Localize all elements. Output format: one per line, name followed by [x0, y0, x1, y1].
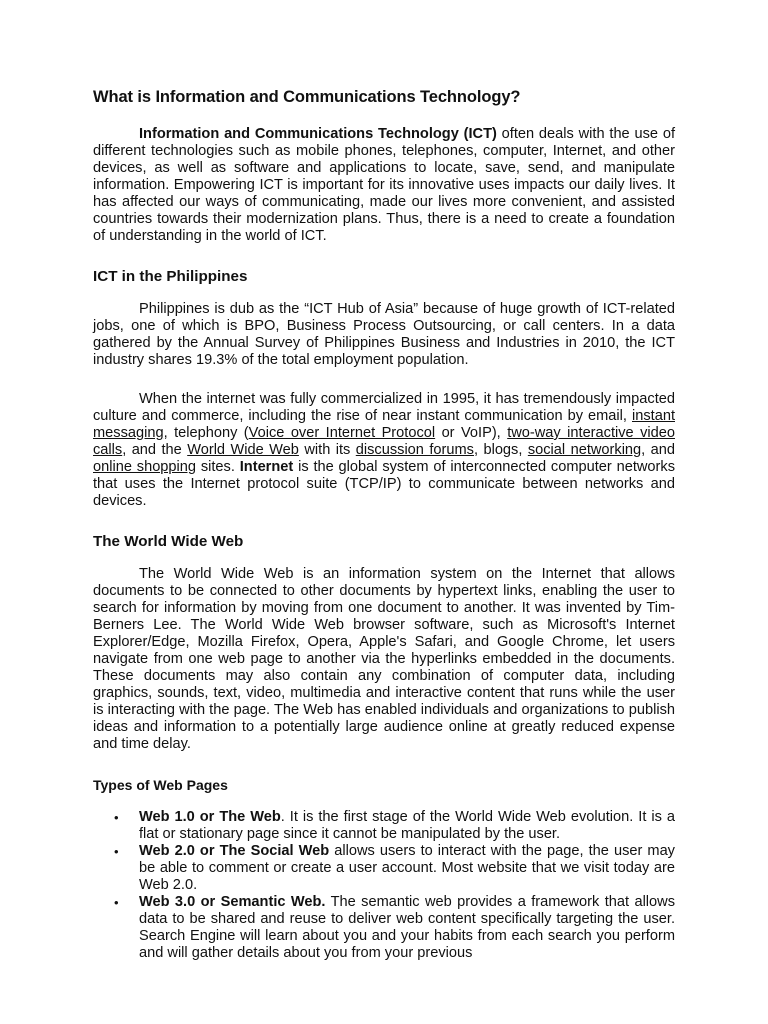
page-title: What is Information and Communications Technology?	[93, 88, 521, 106]
list-item-bold: Web 2.0 or The Social Web	[139, 843, 330, 859]
ph-p2-text-9: is the global system of interconnected computer networks that uses the Internet protocol suite (TCP/IP) to communicate between networks and devices.	[93, 459, 675, 509]
link-social-networking[interactable]: social networking	[527, 442, 642, 458]
ph-paragraph-2	[93, 391, 675, 510]
ph-p2-text-7: , and	[641, 442, 676, 458]
list-item-text: allows users to interact with the page, the user may be able to comment or create a user account. Most website that we visit today are Web 2.0.	[139, 843, 675, 893]
web-types-list	[93, 809, 675, 962]
link-voip[interactable]: Voice over Internet Protocol	[248, 425, 436, 441]
list-item-bold: Web 1.0 or The Web	[139, 809, 281, 825]
link-world-wide-web[interactable]: World Wide Web	[187, 442, 299, 458]
ph-p2-text-1: When the internet was fully commercialized in 1995, it has tremendously impacted culture and commerce, including the rise of near instant communication by email,	[93, 391, 675, 424]
list-item	[93, 843, 675, 894]
document-page	[93, 86, 675, 962]
intro-paragraph	[93, 126, 675, 245]
list-item-text: The semantic web provides a framework that allows data to be shared and reuse to deliver web content specifically targeting the user. Search Engine will learn about you and your habits from each search you perform and will gather details about you from your previous	[139, 894, 676, 961]
link-video-calls[interactable]: two-way interactive video calls	[93, 425, 675, 458]
bullet-icon: •	[114, 810, 119, 825]
types-section-heading: Types of Web Pages	[93, 777, 228, 793]
list-item	[93, 809, 675, 843]
list-item-bold: Web 3.0 or Semantic Web.	[139, 894, 326, 910]
list-item	[93, 894, 675, 962]
list-item-text: . It is the first stage of the World Wide Web evolution. It is a flat or stationary page since it cannot be manipulated by the user.	[139, 809, 675, 842]
ph-p2-text-4: , and the	[122, 442, 188, 458]
intro-text: often deals with the use of different technologies such as mobile phones, telephones, computer, Internet, and other devices, as well as software and applications to locate, save, send, and manipulate information. Empowering ICT is important for its innovative uses impacts our daily lives. It has affected our ways of communicating, made our lives more convenient, and assisted countries towards their modernization plans. Thus, there is a need to create a foundation of understanding in the world of ICT.	[93, 126, 675, 244]
www-section-heading: The World Wide Web	[93, 533, 244, 550]
link-instant-messaging[interactable]: instant messaging	[93, 408, 675, 441]
link-online-shopping[interactable]: online shopping	[93, 459, 197, 475]
ph-paragraph-1: Philippines is dub as the “ICT Hub of Asia” because of huge growth of ICT-related jobs, one of which is BPO, Business Process Outsourcing, or call centers. In a data gathered by the Annual Survey of Philippines Business and Industries in 2010, the ICT industry shares 19.3% of the total employment population.	[93, 301, 675, 368]
ph-p2-bold-internet: Internet	[239, 459, 294, 475]
ph-p2-text-6: , blogs,	[473, 442, 528, 458]
intro-bold-term: Information and Communications Technology (ICT)	[139, 126, 497, 142]
bullet-icon: •	[114, 895, 119, 910]
ph-p2-text-3: or VoIP),	[435, 425, 508, 441]
ph-section-heading: ICT in the Philippines	[93, 268, 248, 285]
www-paragraph: The World Wide Web is an information system on the Internet that allows documents to be connected to other documents by hypertext links, enabling the user to search for information by moving from one document to another. It was invented by Tim-Berners Lee. The World Wide Web browser software, such as Microsoft's Internet Explorer/Edge, Mozilla Firefox, Opera, Apple's Safari, and Google Chrome, let users navigate from one web page to another via the hyperlinks embedded in the documents. These documents may also contain any combination of computer data, including graphics, sounds, text, video, multimedia and interactive content that runs while the user is interacting with the page. The Web has enabled individuals and organizations to publish ideas and information to a potentially large audience online at greatly reduced expense and time delay.	[93, 566, 675, 752]
bullet-icon: •	[114, 844, 119, 859]
ph-p2-text-8: sites.	[196, 459, 240, 475]
ph-p2-text-5: with its	[298, 442, 356, 458]
link-discussion-forums[interactable]: discussion forums	[355, 442, 474, 458]
ph-p2-text-2: , telephony (	[163, 425, 249, 441]
